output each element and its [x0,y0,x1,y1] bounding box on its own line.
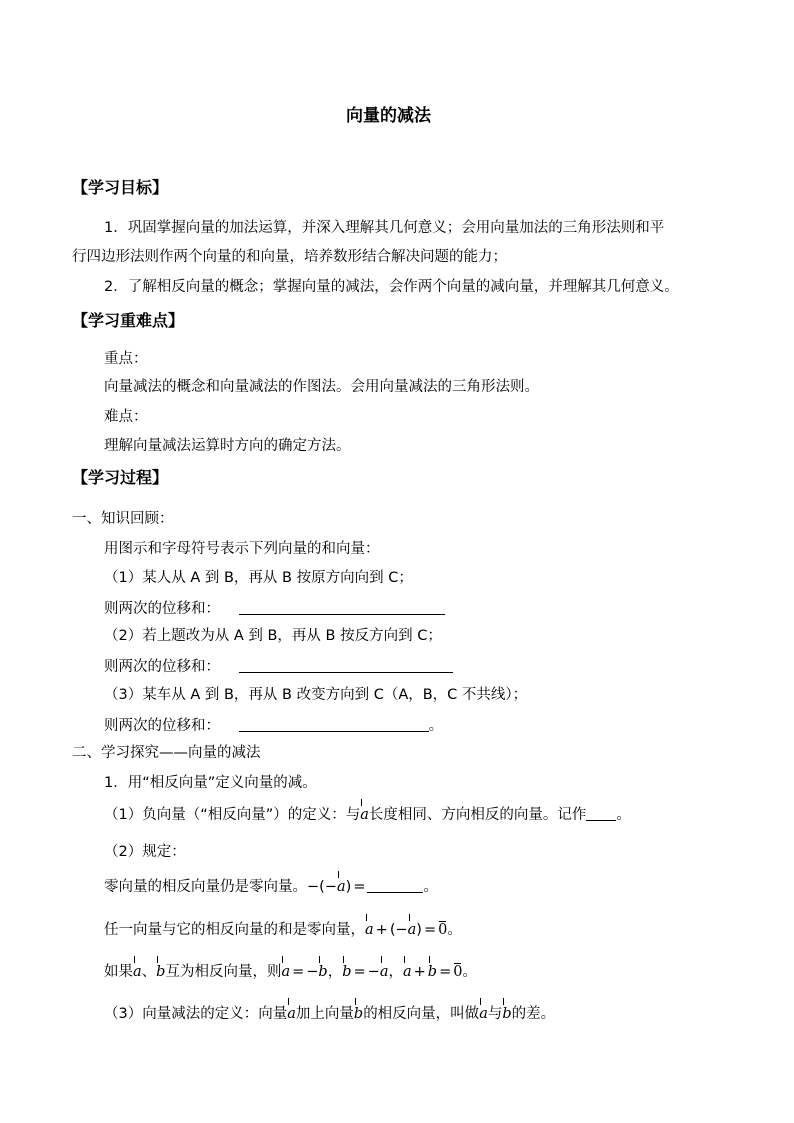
section-1-title: 一、知识回顾： [72,511,174,527]
question-2: （2）若上题改为从 A 到 B，再从 B 按反方向到 C； [104,628,442,644]
definition-text: （3）向量减法的定义：向量 [104,1006,288,1022]
period: 。 [447,922,462,938]
formula-2: b = −a [342,964,389,980]
rule-label: （2）规定： [104,844,186,860]
rule-text: 零向量的相反向量仍是零向量。 [104,879,307,895]
period: 。 [462,964,477,980]
difficulty-text: 理解向量减法运算时方向的确定方法。 [104,438,351,454]
subtraction-definition: （3）向量减法的定义：向量a加上向量b的相反向量，叫做a与b的差。 [104,1006,556,1022]
vector-a: a [479,1006,488,1022]
rule-text: 任一向量与它的相反向量的和是零向量， [104,922,365,938]
period: 。 [616,807,631,823]
definition-text: 长度相同、方向相反的向量。记作 [368,807,587,823]
question-1: （1）某人从 A 到 B，再从 B 按原方向向到 C； [104,570,413,586]
zero-vector: 0 [453,964,463,980]
formula-blank[interactable] [367,878,423,893]
vector-b: b [353,1006,364,1022]
vector-a: a [360,807,369,823]
definition-text: 加上向量 [295,1006,354,1022]
vector-a: a [407,922,417,938]
process-heading: 【学习过程】 [72,468,169,487]
vector-a: a [133,964,142,980]
definition-text: 的差。 [511,1006,556,1022]
rule-text: 如果 [104,964,133,980]
vector-a: a [365,922,374,938]
zero-vector-rule [104,878,438,895]
answer-label: 则两次的位移和： [104,601,220,617]
focus-label: 重点： [104,351,148,367]
formula: −(−a) = [307,879,366,895]
vector-a: a [336,879,346,895]
answer-blank[interactable] [239,658,453,673]
keypoints-heading: 【学习重难点】 [72,311,185,330]
section-1-intro: 用图示和字母符号表示下列向量的和向量： [104,541,380,557]
negative-vector-definition [104,806,631,823]
sum-rule [104,921,462,938]
period: 。 [428,718,444,734]
question-3-answer [104,717,443,734]
formula: a + (−a) = 0 [365,922,448,938]
opposite-vectors-rule: 如果a、b互为相反向量，则a = −b，b = −a，a + b = 0。 [104,964,477,980]
formula-1: a = −b [281,964,328,980]
focus-text: 向量减法的概念和向量减法的作图法。会用向量减法的三角形法则。 [104,379,539,395]
zero-vector: 0 [438,922,448,938]
question-3: （3）某车从 A 到 B，再从 B 改变方向到 C（A，B，C 不共线）； [104,687,528,703]
question-1-answer [104,600,445,617]
vector-b: b [156,964,166,980]
vector-b: b [502,1006,512,1022]
answer-label: 则两次的位移和： [104,659,220,675]
definition-text: （1）负向量（“相反向量”）的定义：与 [104,807,361,823]
answer-blank[interactable] [239,600,445,615]
rule-text: 互为相反向量，则 [165,964,282,980]
difficulty-label: 难点： [104,409,148,425]
vector-a: a [287,1006,296,1022]
formula-3: a + b = 0 [402,964,463,980]
objective-1-line-1: 1．巩固掌握向量的加法运算，并深入理解其几何意义；会用向量加法的三角形法则和平 [104,220,665,236]
objective-1-line-2: 行四边形法则作两个向量的和向量，培养数形结合解决问题的能力； [72,249,507,265]
objectives-heading: 【学习目标】 [72,178,169,197]
subsection-1: 1．用“相反向量”定义向量的减。 [104,775,317,791]
section-2-title: 二、学习探究——向量的减法 [72,745,261,761]
period: 。 [423,879,438,895]
notation-blank[interactable] [586,806,616,821]
answer-label: 则两次的位移和： [104,718,220,734]
objective-2: 2．了解相反向量的概念；掌握向量的减法，会作两个向量的减向量，并理解其几何意义。 [104,279,679,295]
page-title: 向量的减法 [346,106,431,126]
question-2-answer [104,658,453,675]
definition-text: 的相反向量，叫做 [363,1006,480,1022]
answer-blank[interactable] [239,717,429,732]
